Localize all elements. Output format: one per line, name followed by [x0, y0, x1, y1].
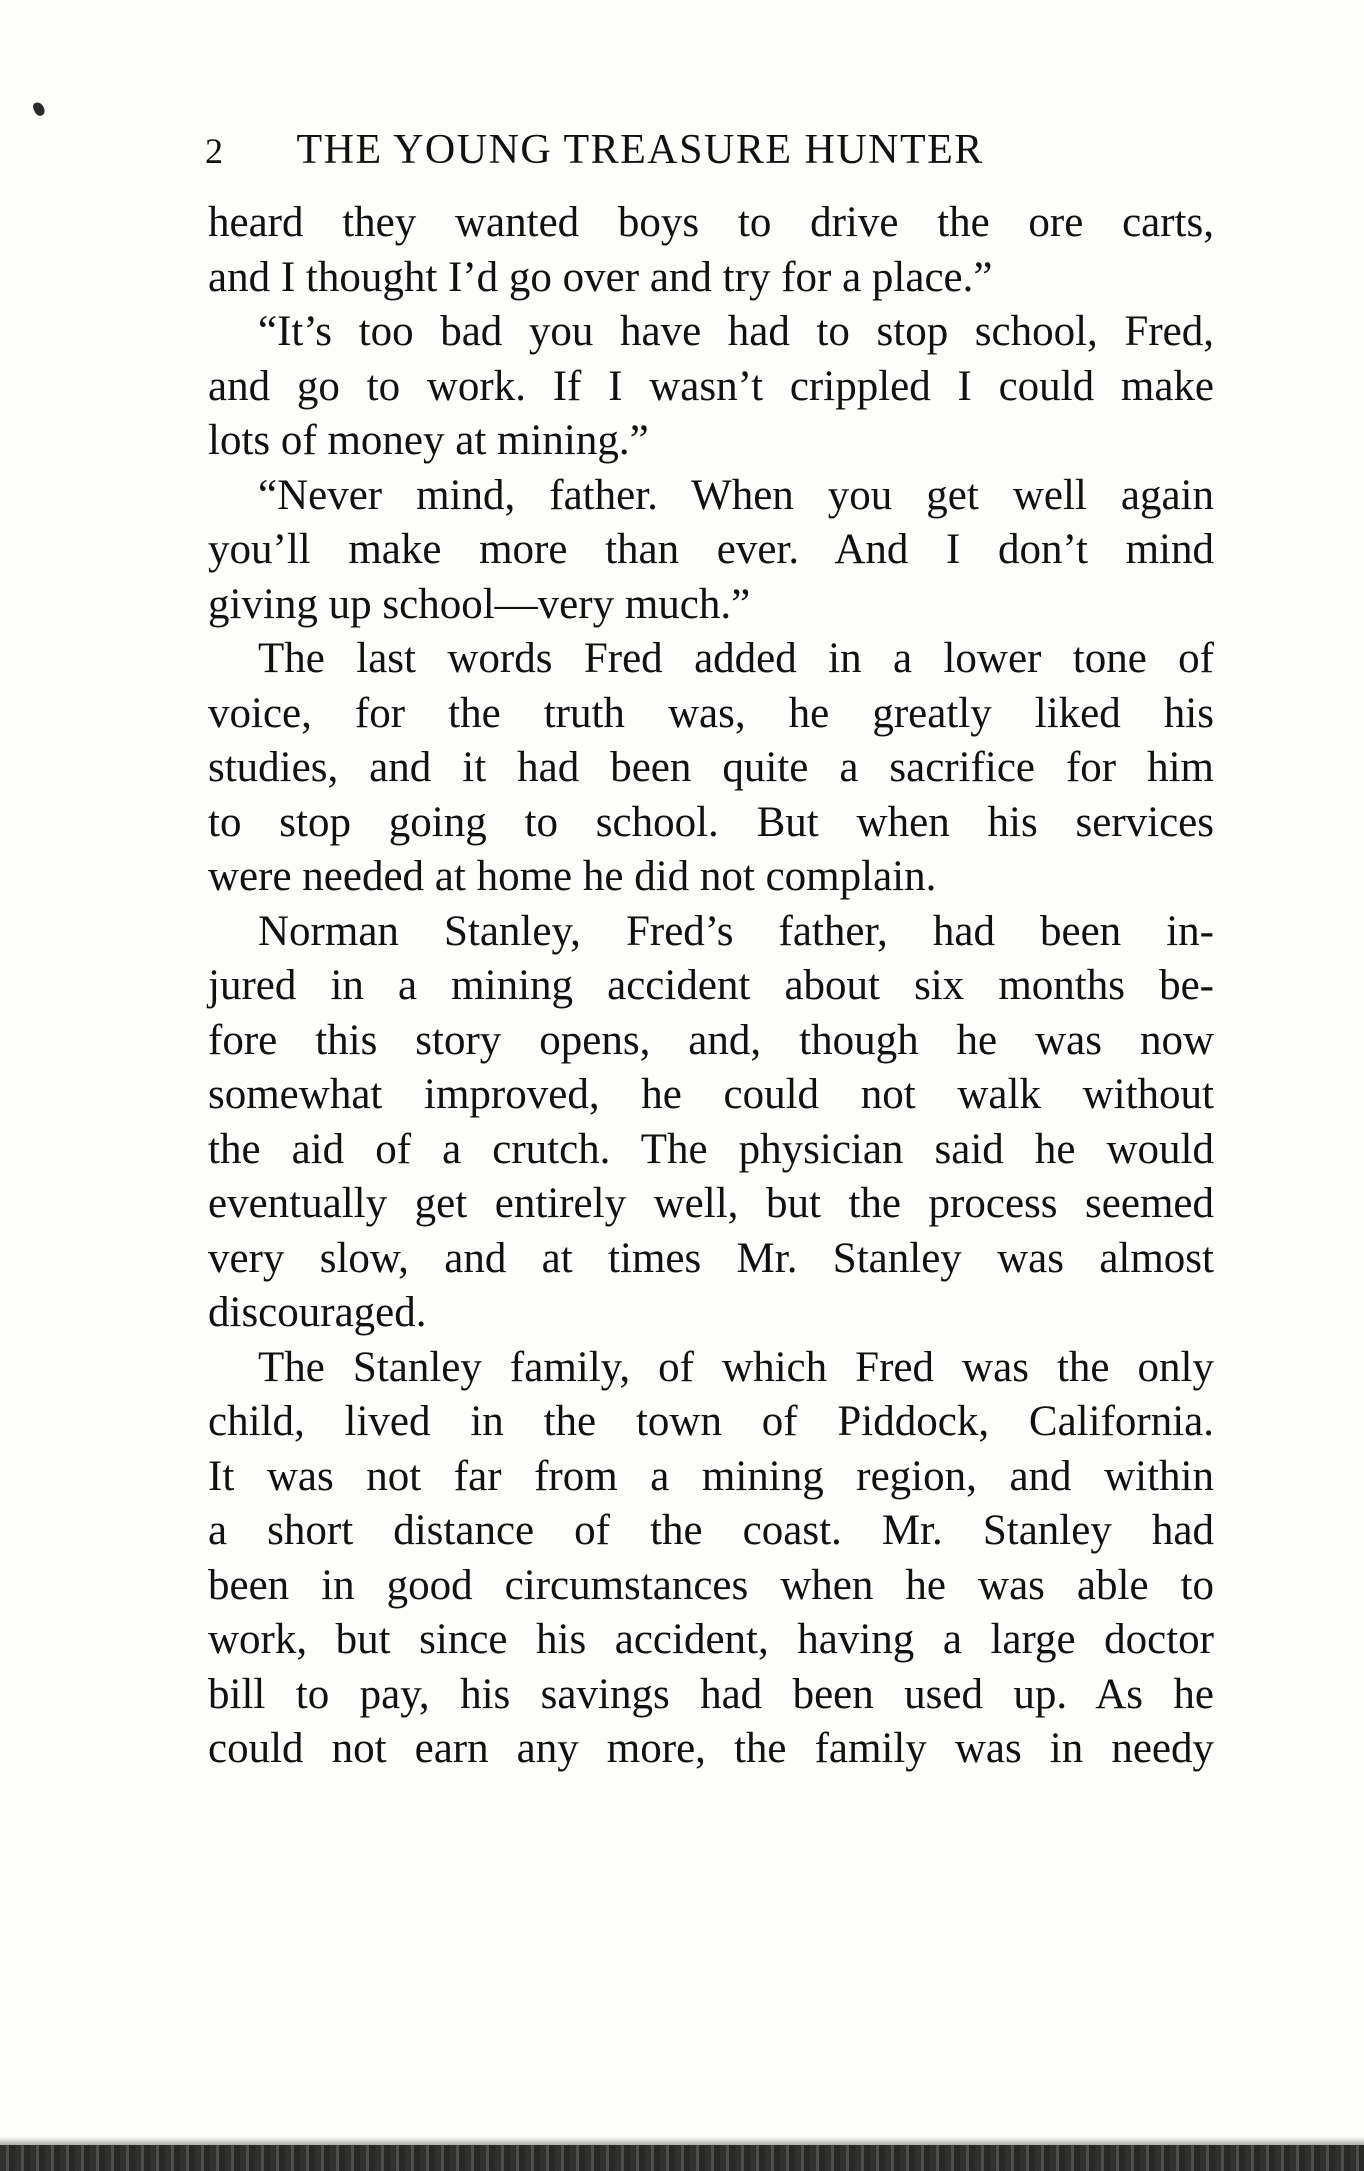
text-line: a short distance of the coast. Mr. Stanley had — [208, 1507, 1214, 1554]
text-line: eventually get entirely well, but the process seemed — [208, 1180, 1214, 1227]
text-line: bill to pay, his savings had been used up. As he — [208, 1670, 1214, 1718]
text-line: “It’s too bad you have had to stop school, Fred, — [258, 308, 1214, 355]
text-line: and go to work. If I wasn’t crippled I could make — [208, 362, 1214, 410]
text-line: child, lived in the town of Piddock, California. — [208, 1398, 1214, 1445]
text-line: been in good circumstances when he was able to — [208, 1561, 1214, 1609]
text-line: heard they wanted boys to drive the ore carts, — [208, 199, 1214, 246]
text-line: fore this story opens, and, though he was now — [208, 1016, 1214, 1064]
body-text — [208, 196, 1214, 1777]
text-line: and I thought I’d go over and try for a place.” — [208, 253, 993, 301]
text-line: It was not far from a mining region, and within — [208, 1452, 1214, 1500]
text-line: voice, for the truth was, he greatly liked his — [208, 689, 1214, 737]
text-line: jured in a mining accident about six months be- — [208, 962, 1214, 1009]
text-line: somewhat improved, he could not walk without — [208, 1071, 1214, 1118]
text-line: “Never mind, father. When you get well again — [258, 471, 1214, 519]
text-line: you’ll make more than ever. And I don’t mind — [208, 526, 1214, 573]
text-line: Norman Stanley, Fred’s father, had been in- — [258, 907, 1214, 955]
page-number: 2 — [205, 131, 224, 171]
running-head — [205, 122, 1205, 178]
text-line: were needed at home he did not complain. — [208, 853, 937, 900]
text-line: lots of money at mining.” — [208, 417, 649, 464]
text-line: work, but since his accident, having a large doctor — [208, 1616, 1214, 1663]
text-line: The Stanley family, of which Fred was the only — [258, 1343, 1214, 1391]
text-line: to stop going to school. But when his services — [208, 798, 1214, 846]
scan-edge-artifact — [0, 2145, 1364, 2171]
running-title: THE YOUNG TREASURE HUNTER — [296, 127, 984, 173]
text-line: the aid of a crutch. The physician said he would — [208, 1125, 1214, 1173]
text-line: very slow, and at times Mr. Stanley was almost — [208, 1234, 1214, 1282]
text-line: studies, and it had been quite a sacrifice for him — [208, 744, 1214, 791]
text-line: The last words Fred added in a lower tone of — [258, 635, 1214, 682]
text-line: discouraged. — [208, 1289, 427, 1336]
ink-speck — [32, 101, 47, 118]
text-line: giving up school—very much.” — [208, 580, 751, 628]
text-line: could not earn any more, the family was in needy — [208, 1725, 1214, 1772]
